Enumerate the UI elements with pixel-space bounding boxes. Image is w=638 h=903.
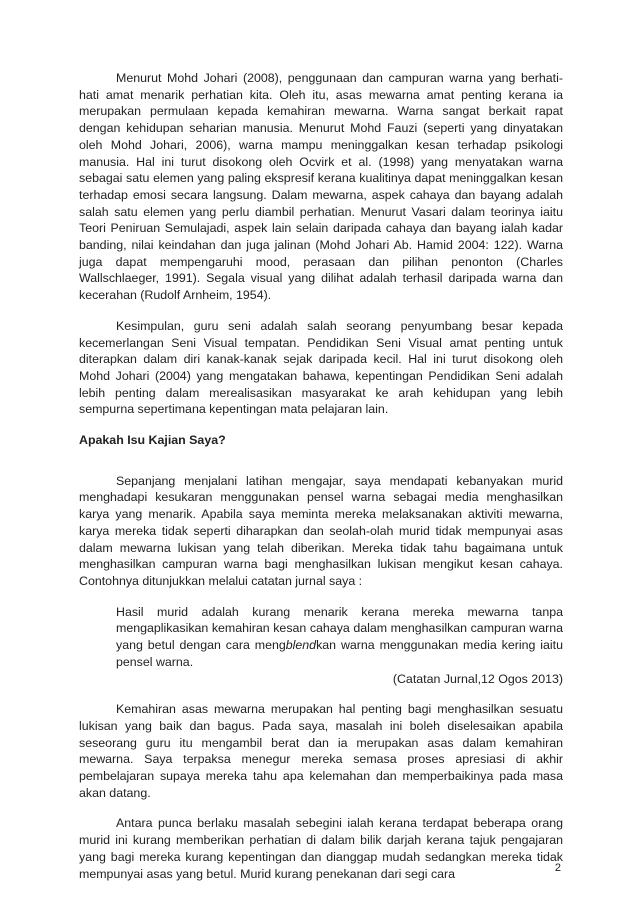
body-paragraph: Sepanjang menjalani latihan mengajar, saya mendapati kebanyakan murid menghadapi kesukaran menggunakan pensel warna sebagai media menghasilkan karya yang menarik. Apabila saya meminta mereka melaksanakan aktiviti mewarna, karya mereka tidak seperti diharapkan dan seolah-olah murid tidak mempunyai asas dalam mewarna lukisan yang telah diberikan. Mereka tidak tahu bagaimana untuk menghasilkan campuran warna bagi menghasilkan lukisan mengikut kesan cahaya. Contohnya ditunjukkan melalui catatan jurnal saya :: [79, 473, 563, 588]
body-paragraph: Antara punca berlaku masalah sebegini ialah kerana terdapat beberapa orang murid ini kurang memberikan perhatian di dalam bilik darjah kerana tajuk pengajaran yang bagi mereka kurang kepentingan dan dianggap mudah sedangkan mereka tidak mempunyai asas yang betul. Murid kurang penekanan dari segi cara: [79, 816, 563, 881]
quote-italic-text: blend: [285, 638, 317, 653]
quote-text: Hasil murid adalah kurang menarik kerana mereka mewarna tanpa mengaplikasikan kemahiran kesan cahaya dalam menghasilkan campuran warna yang betul dengan cara meng: [116, 604, 563, 653]
quote-source: (Catatan Jurnal,12 Ogos 2013): [392, 671, 563, 686]
page-number: 2: [554, 862, 561, 874]
body-paragraph: Kesimpulan, guru seni adalah salah seorang penyumbang besar kepada kecemerlangan Seni Visual tempatan. Pendidikan Seni Visual amat penting untuk diterapkan dalam diri kanak-kanak sejak daripada kecil. Hal ini turut disokong oleh Mohd Johari (2004) yang mengatakan bahawa, kepentingan Pendidikan Seni adalah lebih penting dalam merealisasikan masyarakat ke arah kehidupan yang lebih sempurna sepertimana kepentingan mata pelajaran lain.: [79, 318, 563, 417]
journal-quote: [116, 604, 563, 671]
quote-text: kan warna menggunakan media kering iaitu pensel warna.: [116, 638, 564, 669]
body-paragraph: Menurut Mohd Johari (2008), penggunaan dan campuran warna yang berhati-hati amat menarik perhatian kita. Oleh itu, asas mewarna amat penting kerana ia merupakan permulaan kepada kemahiran mewarna. Warna sangat berkait rapat dengan kehidupan seharian manusia. Menurut Mohd Fauzi (seperti yang dinyatakan oleh Mohd Johari, 2006), warna mampu meninggalkan kesan terhadap psikologi manusia. Hal ini turut disokong oleh Ocvirk et al. (1998) yang menyatakan warna sebagai satu elemen yang paling ekspresif kerana kualitinya dapat meninggalkan kesan terhadap emosi secara langsung. Dalam mewarna, aspek cahaya dan bayang adalah salah satu elemen yang perlu diambil perhatian. Menurut Vasari dalam teorinya iaitu Teori Peniruan Semulajadi, aspek lain selain daripada cahaya dan bayang ialah kadar banding, nilai keindahan dan juga jalinan (Mohd Johari Ab. Hamid 2004: 122). Warna juga dapat mempengaruhi mood, perasaan dan pilihan penonton (Charles Wallschlaeger, 1991). Segala visual yang dilihat adalah terhasil daripada warna dan kecerahan (Rudolf Arnheim, 1954).: [79, 71, 563, 303]
section-heading: Apakah Isu Kajian Saya?: [79, 433, 226, 448]
body-paragraph: Kemahiran asas mewarna merupakan hal penting bagi menghasilkan sesuatu lukisan yang baik dan bagus. Pada saya, masalah ini boleh diselesaikan apabila seseorang guru itu mengambil berat dan ia merupakan asas dalam kemahiran mewarna. Saya terpaksa menegur mereka semasa proses apresiasi di akhir pembelajaran supaya mereka tahu apa kelemahan dan memperbaikinya pada masa akan datang.: [79, 702, 563, 800]
document-page: [79, 70, 563, 896]
